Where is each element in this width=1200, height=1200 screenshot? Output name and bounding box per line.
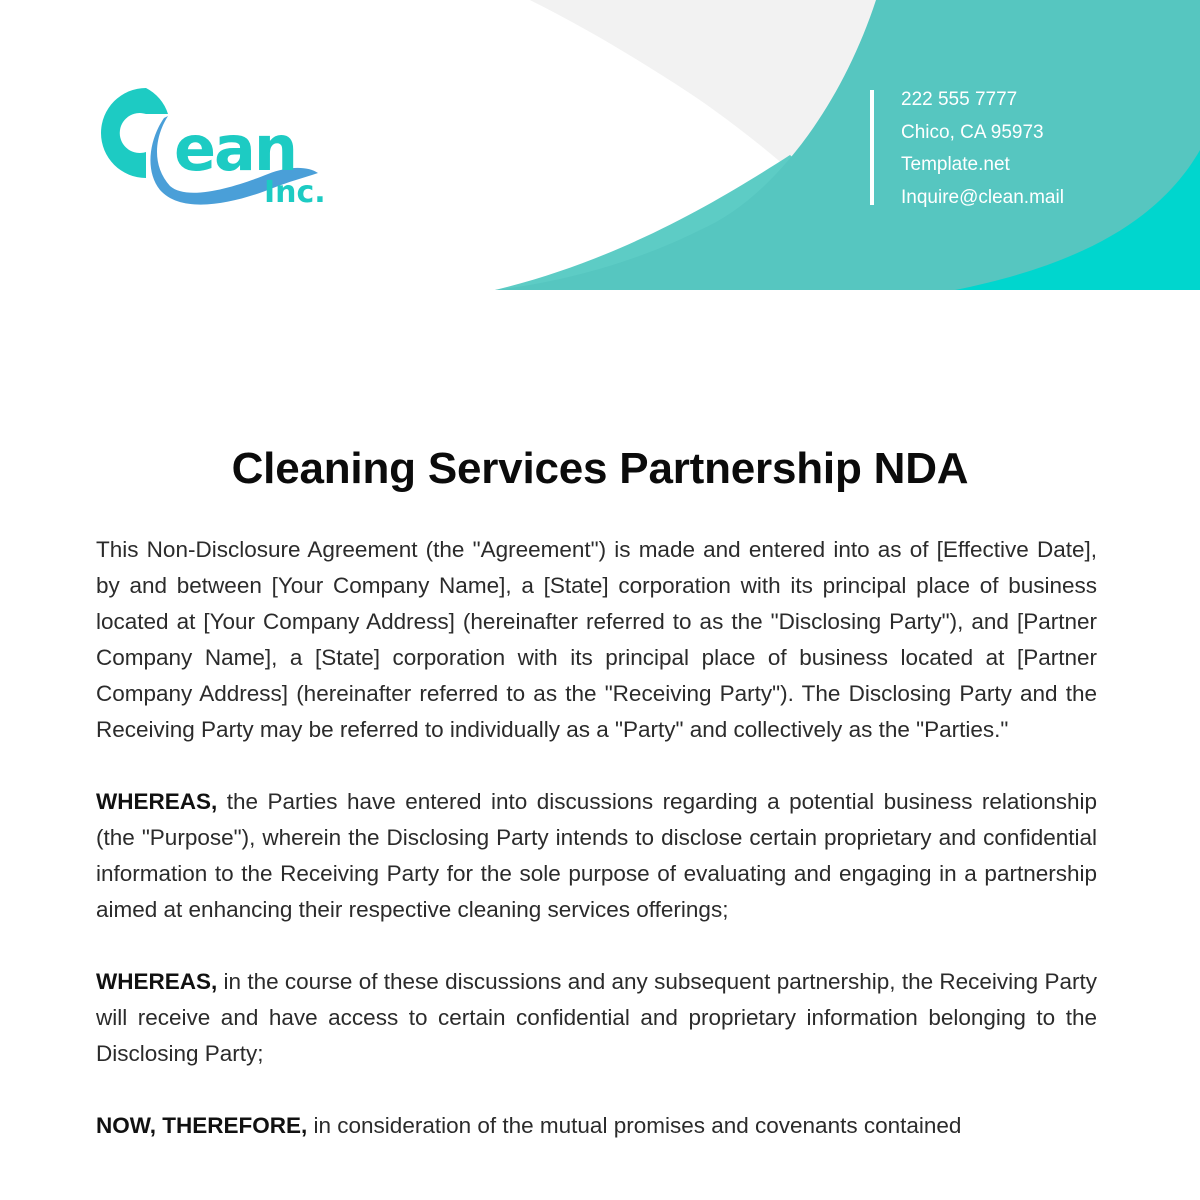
paragraph-text: in consideration of the mutual promises and covenants contained [307, 1113, 962, 1138]
svg-text:ean: ean [174, 112, 297, 185]
svg-text:Inc.: Inc. [264, 175, 326, 208]
paragraph-lead: NOW, THEREFORE, [96, 1113, 308, 1138]
document-title: Cleaning Services Partnership NDA [231, 444, 969, 494]
paragraph-whereas-1 [96, 784, 1097, 928]
paragraph-intro [96, 532, 1097, 748]
contact-email[interactable]: Inquire@clean.mail [901, 186, 1064, 208]
paragraph-lead: WHEREAS, [96, 789, 218, 814]
paragraph-whereas-2 [96, 964, 1097, 1072]
clean-inc-logo-icon [88, 78, 348, 208]
paragraph-text: This Non-Disclosure Agreement (the "Agreement") is made and entered into as of [Effective Date], by and between [Your Company Name], a [State] corporation with its principal place of business located at [Your Company Address] (hereinafter referred to as the "Disclosing Party"), and [Partner Company Name], a [State] corporation with its principal place of business located at [Partner Company Address] (hereinafter referred to as the "Receiving Party"). The Disclosing Party and the Receiving Party may be referred to individually as a "Party" and collectively as the "Parties." [96, 537, 1097, 742]
contact-website[interactable]: Template.net [901, 154, 1010, 175]
paragraph-text: in the course of these discussions and any subsequent partnership, the Receiving Party will receive and have access to certain confidential and proprietary information belonging to the Disclosing Party; [96, 969, 1097, 1066]
contact-address: Chico, CA 95973 [901, 121, 1044, 143]
contact-block [870, 89, 1064, 208]
company-logo [88, 78, 348, 208]
letterhead-header [0, 0, 1200, 290]
paragraph-now-therefore [96, 1108, 1097, 1144]
paragraph-text: the Parties have entered into discussions regarding a potential business relationship (the "Purpose"), wherein the Disclosing Party intends to disclose certain proprietary and confidential information to the Receiving Party for the sole purpose of evaluating and engaging in a partnership aimed at enhancing their respective cleaning services offerings; [96, 789, 1097, 922]
paragraph-lead: WHEREAS, [96, 969, 218, 994]
document-body [96, 532, 1097, 1180]
contact-phone: 222 555 7777 [901, 89, 1018, 110]
